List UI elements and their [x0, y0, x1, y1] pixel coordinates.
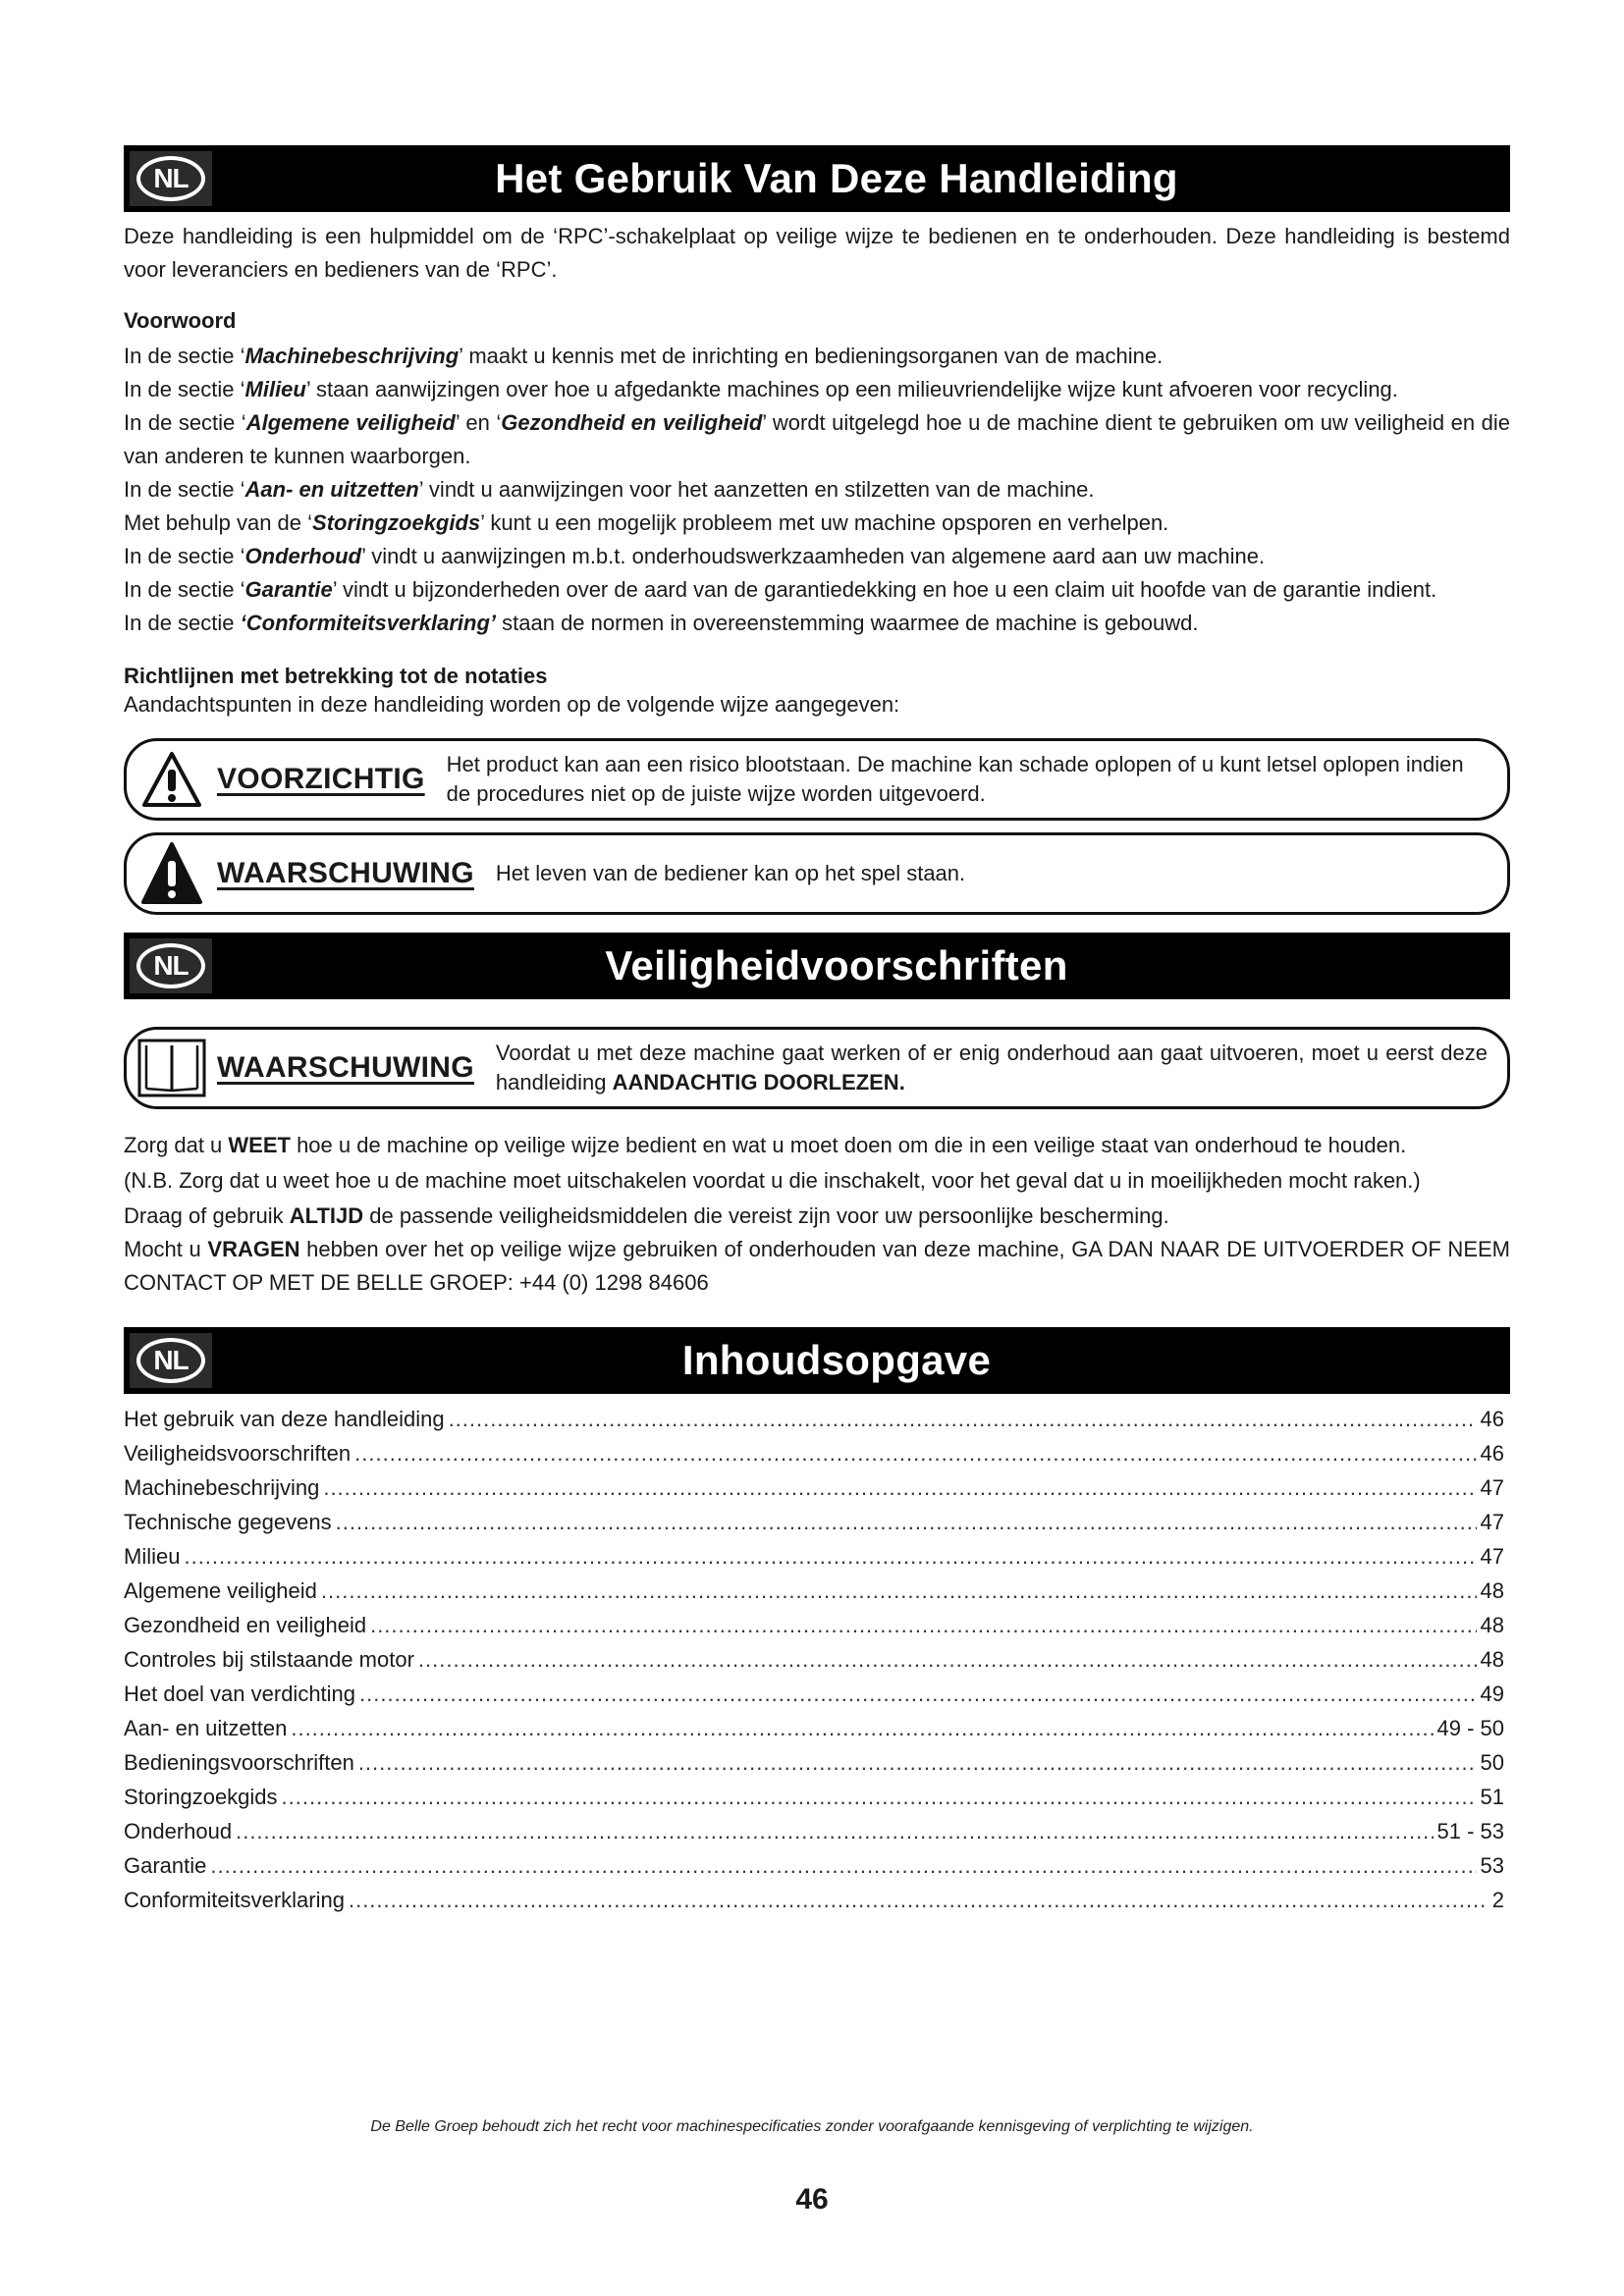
safety-paragraphs [124, 1129, 1510, 1300]
section-title: Het Gebruik Van Deze Handleiding [495, 155, 1178, 201]
safety-always-paragraph: Draag of gebruik ALTIJD de passende veiligheidsmiddelen die vereist zijn voor uw persoonlijke bescherming. [124, 1203, 1169, 1228]
foreword-line: In de sectie ‘Conformiteitsverklaring’ staan de normen in overeenstemming waarmee de machine is gebouwd. [124, 611, 1199, 635]
foreword-line: In de sectie ‘Garantie’ vindt u bijzonderheden over de aard van de garantiedekking en hoe u een claim uit hoofde van de garantie indient. [124, 577, 1437, 602]
toc-entry[interactable]: Veiligheidsvoorschriften ..... 46 [124, 1436, 1504, 1470]
foreword-line: Met behulp van de ‘Storingzoekgids’ kunt u een mogelijk probleem met uw machine opsporen en verhelpen. [124, 510, 1169, 535]
caution-triangle-icon [127, 750, 217, 809]
safety-questions-paragraph: Mocht u VRAGEN hebben over het op veilige wijze gebruiken of onderhouden van deze machine, GA DAN NAAR DE UITVOERDER OF NEEM CONTACT OP MET DE BELLE GROEP: +44 (0) 1298 84606 [124, 1237, 1510, 1295]
warning-label: WAARSCHUWING [217, 1051, 474, 1084]
foreword-paragraphs [124, 340, 1510, 640]
foreword-line: In de sectie ‘Aan- en uitzetten’ vindt u aanwijzingen voor het aanzetten en stilzetten van de machine. [124, 477, 1095, 502]
section-title: Veiligheidvoorschriften [605, 942, 1068, 988]
notation-heading: Richtlijnen met betrekking tot de notaties [124, 664, 548, 688]
toc-entry[interactable]: Conformiteitsverklaring ..... 2 [124, 1883, 1504, 1917]
toc-entry[interactable]: Milieu ..... 47 [124, 1539, 1504, 1574]
caution-notice [124, 738, 1510, 821]
section-header-contents [124, 1327, 1510, 1394]
toc-entry[interactable]: Storingzoekgids ..... 51 [124, 1780, 1504, 1814]
toc-entry[interactable]: Garantie ..... 53 [124, 1848, 1504, 1883]
nl-badge-label: NL [136, 156, 205, 201]
nl-language-badge [130, 938, 212, 993]
manual-book-icon [127, 1038, 217, 1098]
section-title: Inhoudsopgave [681, 1337, 992, 1383]
nl-badge-label: NL [136, 1338, 205, 1383]
caution-text: Het product kan aan een risico blootstaan. De machine kan schade oplopen of u kunt letsel oplopen indien de procedures niet op de juiste wijze worden uitgevoerd. [446, 752, 1464, 806]
read-manual-text: Voordat u met deze machine gaat werken of er enig onderhoud aan gaat uitvoeren, moet u eerst deze handleiding AANDACHTIG DOORLEZEN. [495, 1041, 1488, 1095]
foreword-line: In de sectie ‘Algemene veiligheid’ en ‘Gezondheid en veiligheid’ wordt uitgelegd hoe u de machine dient te gebruiken om uw veiligheid en die van anderen te kunnen waarborgen. [124, 410, 1510, 468]
nl-badge-label: NL [136, 943, 205, 988]
warning-triangle-icon [127, 841, 217, 906]
foreword-line: In de sectie ‘Onderhoud’ vindt u aanwijzingen m.b.t. onderhoudswerkzaamheden van algemene aard aan uw machine. [124, 544, 1266, 568]
foreword-line: In de sectie ‘Machinebeschrijving’ maakt u kennis met de inrichting en bedieningsorganen van de machine. [124, 344, 1164, 368]
nl-language-badge [130, 151, 212, 206]
nl-language-badge [130, 1333, 212, 1388]
foreword-heading: Voorwoord [124, 308, 237, 333]
notation-intro: Aandachtspunten in deze handleiding worden op de volgende wijze aangegeven: [124, 692, 900, 717]
warning-label: WAARSCHUWING [217, 857, 474, 889]
read-manual-warning [124, 1027, 1510, 1109]
section-header-usage [124, 145, 1510, 212]
toc-entry[interactable]: Technische gegevens ..... 47 [124, 1505, 1504, 1539]
toc-entry[interactable]: Controles bij stilstaande motor ..... 48 [124, 1642, 1504, 1677]
toc-entry[interactable]: Het gebruik van deze handleiding ..... 46 [124, 1402, 1504, 1436]
footer-disclaimer: De Belle Groep behoudt zich het recht voor machinespecificaties zonder voorafgaande kennisgeving of verplichting te wijzigen. [370, 2118, 1254, 2135]
toc-entry[interactable]: Algemene veiligheid ..... 48 [124, 1574, 1504, 1608]
toc-entry[interactable]: Onderhoud ..... 51 - 53 [124, 1814, 1504, 1848]
caution-label: VOORZICHTIG [217, 763, 425, 795]
foreword-line: In de sectie ‘Milieu’ staan aanwijzingen over hoe u afgedankte machines op een milieuvriendelijke wijze kunt afvoeren voor recycling. [124, 377, 1398, 401]
safety-know-paragraph: Zorg dat u WEET hoe u de machine op veilige wijze bedient en wat u moet doen om die in een veilige staat van onderhoud te houden. [124, 1133, 1407, 1157]
table-of-contents [124, 1402, 1504, 1917]
toc-entry[interactable]: Aan- en uitzetten ..... 49 - 50 [124, 1711, 1504, 1745]
toc-entry[interactable]: Gezondheid en veiligheid ..... 48 [124, 1608, 1504, 1642]
safety-note-paragraph: (N.B. Zorg dat u weet hoe u de machine moet uitschakelen voordat u die inschakelt, voor het geval dat u in moeilijkheden mocht raken.) [124, 1168, 1421, 1193]
toc-entry[interactable]: Machinebeschrijving ..... 47 [124, 1470, 1504, 1505]
page-number: 46 [795, 2183, 829, 2216]
toc-entry[interactable]: Bedieningsvoorschriften ..... 50 [124, 1745, 1504, 1780]
manual-page [124, 145, 1510, 1917]
warning-text: Het leven van de bediener kan op het spel staan. [495, 861, 966, 885]
toc-entry[interactable]: Het doel van verdichting ..... 49 [124, 1677, 1504, 1711]
section-header-safety [124, 933, 1510, 999]
warning-notice [124, 832, 1510, 915]
intro-paragraph: Deze handleiding is een hulpmiddel om de ‘RPC’-schakelplaat op veilige wijze te bedienen en te onderhouden. Deze handleiding is bestemd voor leveranciers en bedieners van de ‘RPC’. [124, 224, 1510, 282]
